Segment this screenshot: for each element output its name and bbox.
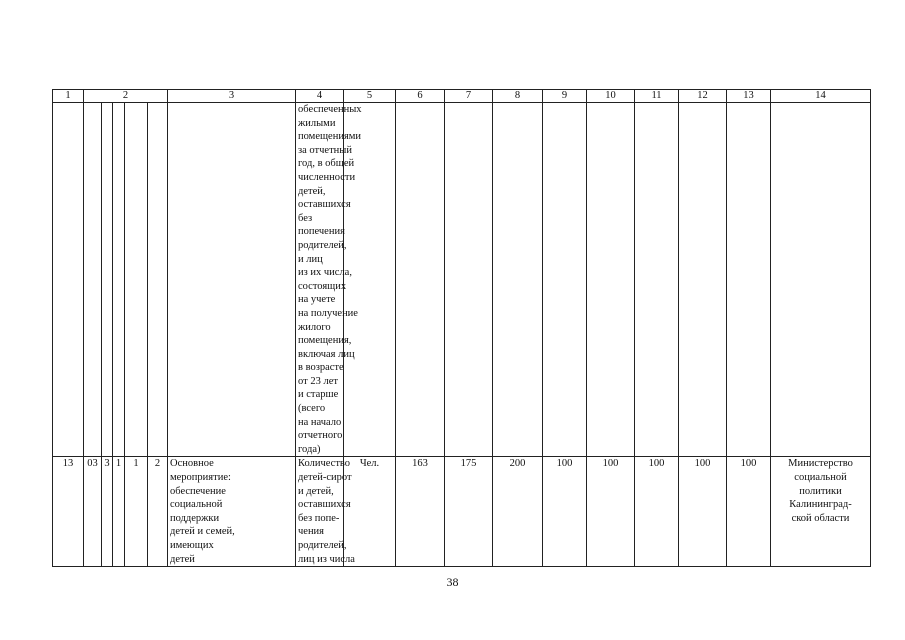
text-line: без: [298, 212, 313, 224]
text-line: и лиц: [298, 253, 323, 265]
text-line: год, в общей: [298, 158, 355, 170]
header-cell: 9: [543, 90, 587, 103]
header-row: [53, 90, 871, 103]
text-line: детей,: [298, 185, 326, 197]
table-cell: [771, 103, 871, 457]
table-cell: [635, 103, 679, 457]
header-cell: 4: [296, 90, 344, 103]
text-line: мероприятие:: [170, 472, 231, 484]
text-line: чения: [298, 526, 325, 538]
header-cell: 3: [168, 90, 296, 103]
text-line: родителей,: [298, 540, 347, 551]
table-cell: [84, 103, 102, 457]
text-line: помещениями: [298, 131, 362, 143]
text-line: на получение: [298, 307, 358, 319]
value-cell: 100: [587, 457, 635, 567]
text-line: поддержки: [170, 512, 220, 524]
table-cell: [727, 103, 771, 457]
text-line: состоящих: [298, 280, 347, 292]
header-cell: 7: [445, 90, 493, 103]
header-cell: 5: [344, 90, 396, 103]
value-cell: 100: [635, 457, 679, 567]
header-cell: 14: [771, 90, 871, 103]
text-line: детей: [170, 553, 195, 565]
text-line: оставшихся: [298, 499, 351, 511]
code-cell: 03: [84, 457, 102, 567]
text-line: от 23 лет: [298, 375, 338, 387]
table-cell: [168, 103, 296, 457]
indicator-cell-continued: [296, 103, 362, 457]
unit-cell: Чел.: [344, 457, 396, 567]
value-cell: 175: [445, 457, 493, 567]
page-number: 38: [446, 575, 459, 589]
executor-cell: [771, 457, 871, 567]
value-cell: 100: [727, 457, 771, 567]
row-number-cell: 13: [53, 457, 84, 567]
value-cell: 163: [396, 457, 445, 567]
text-line: на учете: [298, 294, 336, 306]
text-line: детей-сирот: [298, 472, 352, 484]
text-line: на начало: [298, 416, 342, 428]
header-cell: 2: [84, 90, 168, 103]
table-cell: [493, 103, 543, 457]
table-cell: [148, 103, 168, 457]
text-line: численности: [298, 171, 356, 183]
table-cell: [113, 103, 125, 457]
table-cell: [445, 103, 493, 457]
text-line: ской области: [791, 512, 850, 524]
table-cell: [102, 103, 113, 457]
text-line: и старше: [298, 389, 339, 401]
text-line: политики: [799, 485, 842, 497]
header-cell: 1: [53, 90, 84, 103]
text-line: года): [298, 443, 321, 455]
text-line: Количество: [298, 458, 351, 470]
text-line: обеспеченных: [298, 104, 362, 115]
text-line: помещения,: [298, 335, 352, 347]
table-cell: [587, 103, 635, 457]
continuation-row: [53, 103, 871, 457]
text-line: в возрасте: [298, 362, 344, 374]
table-cell: [543, 103, 587, 457]
value-cell: 100: [679, 457, 727, 567]
text-line: без попе-: [298, 512, 340, 524]
text-line: попечения: [298, 226, 345, 238]
text-line: родителей,: [298, 239, 347, 251]
code-cell: 1: [113, 457, 125, 567]
header-cell: 6: [396, 90, 445, 103]
text-line: (всего: [298, 403, 326, 415]
table-cell: [53, 103, 84, 457]
data-table: [52, 89, 871, 567]
text-line: и детей,: [298, 485, 334, 497]
text-line: включая лиц: [298, 348, 355, 360]
text-line: Министерство: [788, 458, 853, 470]
value-cell: 100: [543, 457, 587, 567]
header-cell: 13: [727, 90, 771, 103]
value-cell: 200: [493, 457, 543, 567]
table-cell: [125, 103, 148, 457]
table-cell: [396, 103, 445, 457]
header-cell: 10: [587, 90, 635, 103]
text-line: лиц из числа: [298, 553, 355, 565]
text-line: из их числа,: [298, 267, 352, 279]
header-cell: 11: [635, 90, 679, 103]
indicator-cell: [296, 457, 355, 567]
text-line: за отчетный: [298, 144, 352, 156]
text-line: жилого: [298, 321, 331, 333]
code-cell: 2: [148, 457, 168, 567]
text-line: Калининград-: [789, 499, 852, 511]
header-cell: 12: [679, 90, 727, 103]
text-line: отчетного: [298, 430, 343, 442]
text-line: социальной: [170, 499, 223, 511]
table-row: [53, 457, 871, 567]
text-line: жилыми: [298, 117, 336, 129]
header-cell: 8: [493, 90, 543, 103]
text-line: Основное: [170, 458, 214, 470]
code-cell: 1: [125, 457, 148, 567]
table-cell: [679, 103, 727, 457]
text-line: обеспечение: [170, 485, 226, 497]
code-cell: 3: [102, 457, 113, 567]
text-line: имеющих: [170, 540, 214, 551]
event-name-cell: [168, 457, 296, 567]
text-line: детей и семей,: [170, 526, 235, 538]
text-line: социальной: [794, 472, 847, 484]
text-line: оставшихся: [298, 199, 351, 211]
